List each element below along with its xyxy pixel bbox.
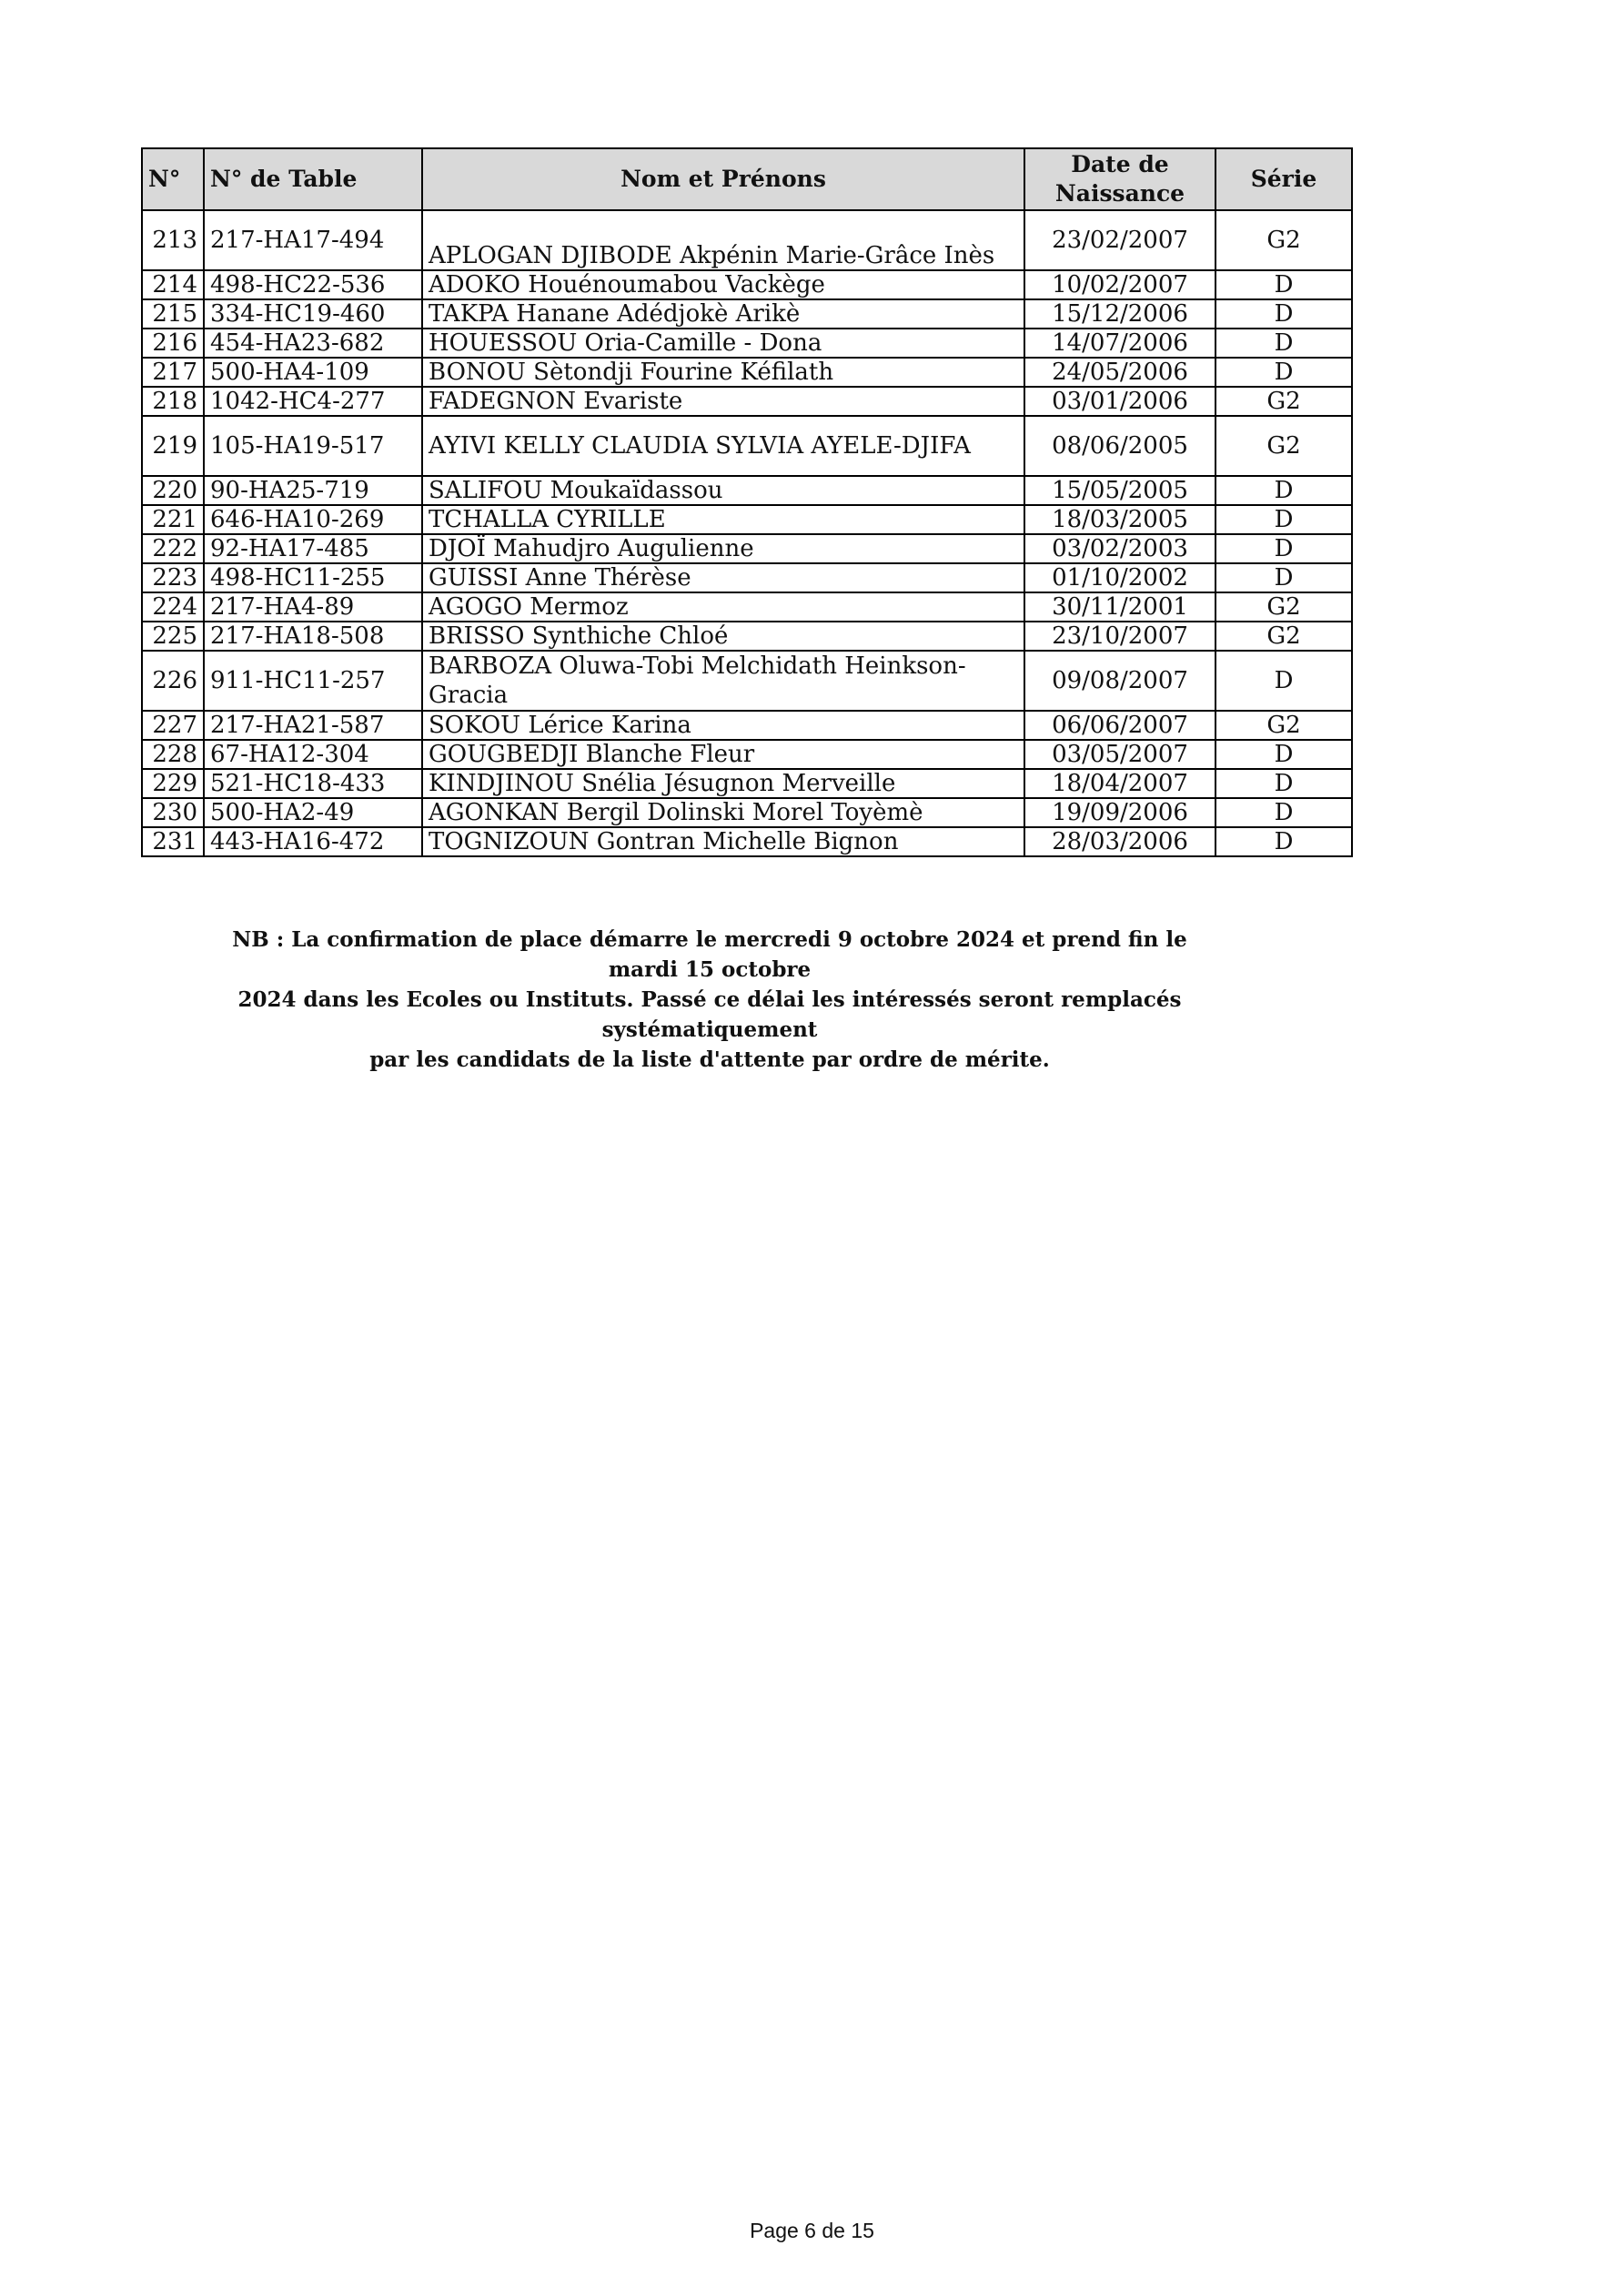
cell-serie: G2: [1215, 622, 1352, 651]
results-table-container: [141, 147, 1351, 857]
cell-number: 224: [142, 592, 204, 622]
cell-name: KINDJINOU Snélia Jésugnon Merveille: [422, 769, 1024, 798]
table-row: [142, 769, 1352, 798]
header-serie: Série: [1215, 148, 1352, 210]
cell-birth-date: 30/11/2001: [1024, 592, 1215, 622]
cell-number: 223: [142, 563, 204, 592]
cell-serie: D: [1215, 505, 1352, 534]
cell-birth-date: 10/02/2007: [1024, 270, 1215, 299]
cell-birth-date: 24/05/2006: [1024, 358, 1215, 387]
nb-notice-line1: NB : La confirmation de place démarre le mercredi 9 octobre 2024 et prend fin le mardi 15 octobre: [232, 927, 1187, 982]
cell-serie: D: [1215, 270, 1352, 299]
cell-birth-date: 03/01/2006: [1024, 387, 1215, 416]
cell-birth-date: 23/10/2007: [1024, 622, 1215, 651]
cell-birth-date: 09/08/2007: [1024, 651, 1215, 711]
cell-number: 215: [142, 299, 204, 329]
cell-number: 229: [142, 769, 204, 798]
cell-table-number: 217-HA18-508: [204, 622, 422, 651]
cell-table-number: 498-HC22-536: [204, 270, 422, 299]
cell-table-number: 105-HA19-517: [204, 416, 422, 476]
table-row: [142, 270, 1352, 299]
cell-number: 227: [142, 711, 204, 740]
table-row: [142, 387, 1352, 416]
cell-name: BARBOZA Oluwa-Tobi Melchidath Heinkson-Gracia: [422, 651, 1024, 711]
cell-number: 219: [142, 416, 204, 476]
cell-table-number: 334-HC19-460: [204, 299, 422, 329]
cell-birth-date: 08/06/2005: [1024, 416, 1215, 476]
cell-number: 221: [142, 505, 204, 534]
table-row: [142, 358, 1352, 387]
cell-name: BRISSO Synthiche Chloé: [422, 622, 1024, 651]
table-header-row: [142, 148, 1352, 210]
cell-table-number: 443-HA16-472: [204, 827, 422, 856]
page-number: Page 6 de 15: [750, 2219, 874, 2242]
table-row: [142, 622, 1352, 651]
table-row: [142, 329, 1352, 358]
header-num: N°: [142, 148, 204, 210]
cell-serie: G2: [1215, 416, 1352, 476]
cell-table-number: 498-HC11-255: [204, 563, 422, 592]
cell-serie: D: [1215, 769, 1352, 798]
cell-name: DJOÏ Mahudjro Augulienne: [422, 534, 1024, 563]
header-table-number: N° de Table: [204, 148, 422, 210]
cell-table-number: 646-HA10-269: [204, 505, 422, 534]
cell-serie: D: [1215, 476, 1352, 505]
cell-name: BONOU Sètondji Fourine Kéfilath: [422, 358, 1024, 387]
cell-table-number: 500-HA4-109: [204, 358, 422, 387]
cell-serie: D: [1215, 651, 1352, 711]
table-row: [142, 592, 1352, 622]
cell-number: 231: [142, 827, 204, 856]
cell-name: GUISSI Anne Thérèse: [422, 563, 1024, 592]
table-row: [142, 210, 1352, 270]
header-birth-date: [1024, 148, 1215, 210]
results-table: [141, 147, 1353, 857]
cell-table-number: 1042-HC4-277: [204, 387, 422, 416]
cell-birth-date: 19/09/2006: [1024, 798, 1215, 827]
cell-serie: D: [1215, 534, 1352, 563]
table-row: [142, 299, 1352, 329]
cell-table-number: 217-HA17-494: [204, 210, 422, 270]
cell-name: AYIVI KELLY CLAUDIA SYLVIA AYELE-DJIFA: [422, 416, 1024, 476]
cell-birth-date: 03/02/2003: [1024, 534, 1215, 563]
cell-serie: D: [1215, 329, 1352, 358]
table-row: [142, 798, 1352, 827]
table-row: [142, 740, 1352, 769]
cell-birth-date: 18/04/2007: [1024, 769, 1215, 798]
cell-number: 218: [142, 387, 204, 416]
cell-name: FADEGNON Evariste: [422, 387, 1024, 416]
cell-table-number: 67-HA12-304: [204, 740, 422, 769]
nb-notice-line3: par les candidats de la liste d'attente par ordre de mérite.: [369, 1047, 1050, 1072]
cell-name: TAKPA Hanane Adédjokè Arikè: [422, 299, 1024, 329]
cell-table-number: 92-HA17-485: [204, 534, 422, 563]
table-row: [142, 711, 1352, 740]
cell-serie: D: [1215, 563, 1352, 592]
cell-number: 225: [142, 622, 204, 651]
cell-number: 228: [142, 740, 204, 769]
cell-name: SALIFOU Moukaïdassou: [422, 476, 1024, 505]
cell-birth-date: 15/05/2005: [1024, 476, 1215, 505]
cell-number: 216: [142, 329, 204, 358]
cell-table-number: 217-HA4-89: [204, 592, 422, 622]
cell-name: TOGNIZOUN Gontran Michelle Bignon: [422, 827, 1024, 856]
cell-birth-date: 18/03/2005: [1024, 505, 1215, 534]
cell-birth-date: 28/03/2006: [1024, 827, 1215, 856]
nb-notice: [205, 925, 1215, 1075]
cell-table-number: 90-HA25-719: [204, 476, 422, 505]
cell-serie: D: [1215, 740, 1352, 769]
table-row: [142, 563, 1352, 592]
cell-serie: G2: [1215, 387, 1352, 416]
cell-number: 213: [142, 210, 204, 270]
cell-birth-date: 23/02/2007: [1024, 210, 1215, 270]
table-row: [142, 651, 1352, 711]
cell-birth-date: 01/10/2002: [1024, 563, 1215, 592]
cell-birth-date: 06/06/2007: [1024, 711, 1215, 740]
cell-serie: D: [1215, 299, 1352, 329]
table-row: [142, 416, 1352, 476]
cell-name: TCHALLA CYRILLE: [422, 505, 1024, 534]
cell-name: AGOGO Mermoz: [422, 592, 1024, 622]
cell-name: AGONKAN Bergil Dolinski Morel Toyèmè: [422, 798, 1024, 827]
cell-serie: G2: [1215, 210, 1352, 270]
table-row: [142, 476, 1352, 505]
cell-number: 222: [142, 534, 204, 563]
cell-serie: D: [1215, 827, 1352, 856]
cell-table-number: 521-HC18-433: [204, 769, 422, 798]
table-row: [142, 534, 1352, 563]
cell-serie: D: [1215, 798, 1352, 827]
cell-serie: G2: [1215, 592, 1352, 622]
cell-name: APLOGAN DJIBODE Akpénin Marie-Grâce Inès: [422, 210, 1024, 270]
header-birth-line1: Date de: [1071, 151, 1169, 177]
table-row: [142, 827, 1352, 856]
cell-birth-date: 15/12/2006: [1024, 299, 1215, 329]
cell-birth-date: 03/05/2007: [1024, 740, 1215, 769]
cell-name: HOUESSOU Oria-Camille - Dona: [422, 329, 1024, 358]
table-row: [142, 505, 1352, 534]
cell-serie: G2: [1215, 711, 1352, 740]
header-birth-line2: Naissance: [1054, 180, 1185, 207]
nb-notice-line2: 2024 dans les Ecoles ou Instituts. Passé ce délai les intéressés seront remplacés systématiquement: [237, 987, 1182, 1042]
cell-serie: D: [1215, 358, 1352, 387]
cell-number: 226: [142, 651, 204, 711]
cell-table-number: 217-HA21-587: [204, 711, 422, 740]
cell-table-number: 454-HA23-682: [204, 329, 422, 358]
cell-birth-date: 14/07/2006: [1024, 329, 1215, 358]
cell-number: 217: [142, 358, 204, 387]
cell-number: 220: [142, 476, 204, 505]
cell-name: GOUGBEDJI Blanche Fleur: [422, 740, 1024, 769]
cell-table-number: 911-HC11-257: [204, 651, 422, 711]
cell-name: ADOKO Houénoumabou Vackège: [422, 270, 1024, 299]
cell-table-number: 500-HA2-49: [204, 798, 422, 827]
cell-name: SOKOU Lérice Karina: [422, 711, 1024, 740]
header-name: Nom et Prénons: [422, 148, 1024, 210]
cell-number: 230: [142, 798, 204, 827]
cell-number: 214: [142, 270, 204, 299]
